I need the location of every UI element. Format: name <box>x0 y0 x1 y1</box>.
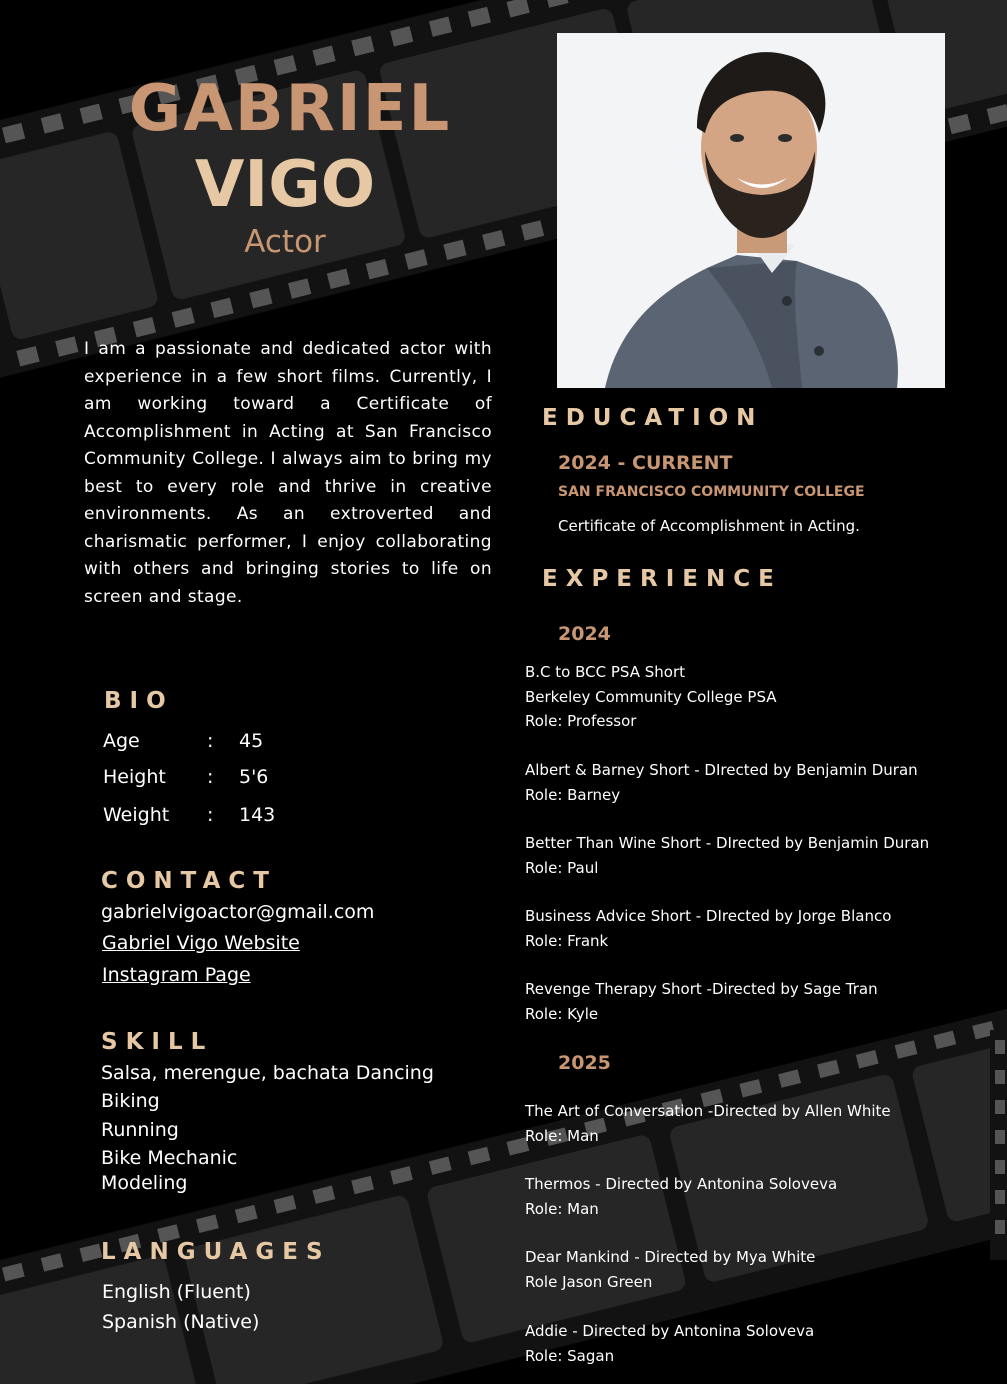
experience-entry <box>525 660 777 734</box>
skill-heading: SKILL <box>101 1029 214 1055</box>
profile-photo <box>557 33 945 388</box>
entry-subtitle: Berkeley Community College PSA <box>525 687 777 706</box>
website-link[interactable]: Gabriel Vigo Website <box>102 932 300 954</box>
experience-entry <box>525 904 891 953</box>
entry-role: Role: Kyle <box>525 1004 599 1023</box>
experience-entry <box>525 1245 815 1294</box>
skill-item: Salsa, merengue, bachata Dancing <box>101 1062 434 1084</box>
entry-title: Addie - Directed by Antonina Soloveva <box>525 1322 815 1340</box>
bio-value: 45 <box>239 730 264 752</box>
language-item: English (Fluent) <box>102 1281 251 1303</box>
skill-item: Modeling <box>101 1172 188 1194</box>
profile-summary: I am a passionate and dedicated actor with experience in a few short films. Currently, I am working toward a Certificate of Accomplishment in Acting at San Francisco Community College. I always aim to bring my best to every role and thrive in creative environments. As an extroverted and charismatic performer, I enjoy collaborating with others and bringing stories to life on screen and stage. <box>84 339 492 607</box>
experience-entry <box>525 1172 837 1221</box>
entry-role: Role: Sagan <box>525 1346 615 1365</box>
experience-year: 2024 <box>558 623 611 645</box>
language-item: Spanish (Native) <box>102 1311 260 1333</box>
bio-value: 5'6 <box>239 766 269 788</box>
entry-role: Role: Professor <box>525 712 637 730</box>
entry-role: Role: Frank <box>525 931 609 950</box>
first-name: GABRIEL <box>128 72 452 146</box>
entry-title: Revenge Therapy Short -Directed by Sage Tran <box>525 980 878 998</box>
portrait-illustration <box>557 33 945 388</box>
languages-heading: LANGUAGES <box>101 1239 331 1265</box>
education-school: SAN FRANCISCO COMMUNITY COLLEGE <box>558 484 865 500</box>
entry-role: Role: Man <box>525 1126 599 1145</box>
contact-heading: CONTACT <box>101 868 277 894</box>
entry-role: Role Jason Green <box>525 1272 653 1291</box>
entry-title: Business Advice Short - DIrected by Jorge Blanco <box>525 907 892 925</box>
education-description: Certificate of Accomplishment in Acting. <box>558 517 860 535</box>
bio-label: Height <box>103 766 166 788</box>
contact-email[interactable]: gabrielvigoactor@gmail.com <box>101 901 375 923</box>
bio-label: Age <box>103 730 140 752</box>
entry-title: Better Than Wine Short - DIrected by Benjamin Duran <box>525 834 930 852</box>
bio-value: 143 <box>239 804 276 826</box>
education-period: 2024 - CURRENT <box>558 452 733 474</box>
bio-heading: BIO <box>104 688 174 714</box>
skill-item: Bike Mechanic <box>101 1147 238 1169</box>
skill-item: Running <box>101 1119 179 1141</box>
entry-title: The Art of Conversation -Directed by Allen White <box>525 1102 891 1120</box>
entry-role: Role: Man <box>525 1199 599 1218</box>
last-name: VIGO <box>194 148 376 222</box>
skill-item: Biking <box>101 1090 160 1112</box>
bio-separator: : <box>207 766 214 788</box>
bio-row-age <box>103 730 264 752</box>
entry-role: Role: Paul <box>525 858 599 877</box>
entry-title: B.C to BCC PSA Short <box>525 663 685 681</box>
experience-year: 2025 <box>558 1052 611 1074</box>
experience-heading: EXPERIENCE <box>542 566 782 592</box>
bio-label: Weight <box>103 804 170 826</box>
entry-title: Albert & Barney Short - DIrected by Benjamin Duran <box>525 761 918 779</box>
experience-entry <box>525 1099 891 1148</box>
entry-role: Role: Barney <box>525 785 621 804</box>
job-title: Actor <box>244 224 326 260</box>
instagram-link[interactable]: Instagram Page <box>102 964 251 986</box>
bio-row-weight <box>103 804 276 826</box>
bio-separator: : <box>207 804 214 826</box>
education-heading: EDUCATION <box>542 405 764 431</box>
experience-entry <box>525 1319 814 1368</box>
experience-entry <box>525 758 918 807</box>
experience-entry <box>525 831 929 880</box>
experience-entry <box>525 977 878 1026</box>
entry-title: Thermos - Directed by Antonina Soloveva <box>525 1175 838 1193</box>
bio-row-height <box>103 766 269 788</box>
entry-title: Dear Mankind - Directed by Mya White <box>525 1248 816 1266</box>
bio-separator: : <box>207 730 214 752</box>
